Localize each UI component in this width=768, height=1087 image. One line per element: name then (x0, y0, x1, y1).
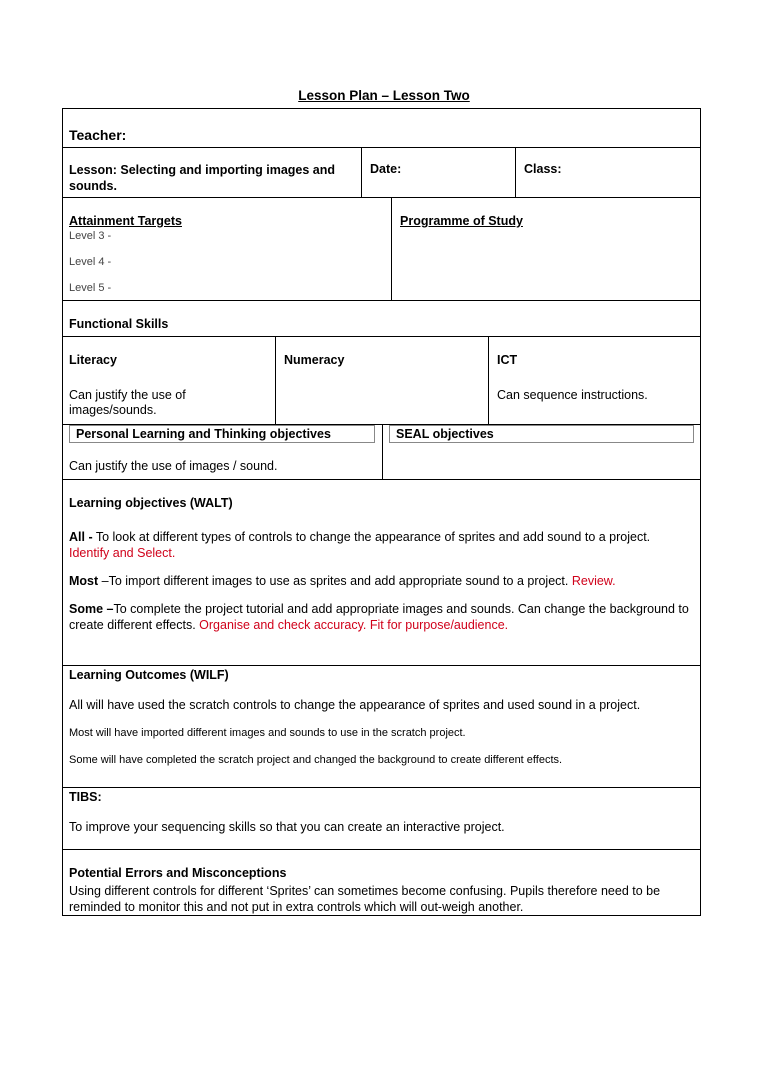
attainment-cell (63, 198, 391, 300)
seal-heading: SEAL objectives (389, 425, 694, 443)
skills-row (62, 337, 701, 425)
lesson-plan-table (62, 108, 701, 916)
lesson-label: Lesson: Selecting and importing images and sounds. (69, 163, 336, 193)
errors-text: Using different controls for different ‘Sprites’ can sometimes become confusing. Pupils therefore need to be reminded to monitor this and not put in extra controls which will out-weigh another. (69, 884, 661, 914)
ict-cell (488, 337, 700, 424)
walt-all (63, 510, 700, 561)
class-label: Class: (524, 162, 562, 176)
class-cell (515, 148, 700, 197)
walt-some-text: To complete the project tutorial and add appropriate images and sounds. Can change the background to create different effects. (69, 602, 689, 632)
errors-row (62, 850, 701, 916)
programme-cell (391, 198, 700, 300)
level-3: Level 3 - (69, 230, 112, 242)
numeracy-cell (275, 337, 488, 424)
date-label: Date: (370, 162, 402, 176)
seal-cell (382, 425, 700, 479)
walt-some (63, 589, 700, 633)
teacher-label: Teacher: (69, 127, 127, 143)
level-4: Level 4 - (69, 256, 112, 268)
page-title: Lesson Plan – Lesson Two (298, 88, 470, 103)
tibs-row (62, 788, 701, 850)
walt-heading: Learning objectives (WALT) (69, 496, 233, 510)
walt-all-label: All - (69, 530, 93, 544)
wilf-all: All will have used the scratch controls to change the appearance of sprites and used sound in a project. (69, 698, 641, 712)
literacy-heading: Literacy (69, 353, 117, 367)
ict-text: Can sequence instructions. (497, 388, 648, 402)
lesson-row (62, 148, 701, 198)
walt-row (62, 480, 701, 666)
teacher-row (62, 108, 701, 148)
plts-row (62, 425, 701, 480)
walt-most-red: Review. (571, 574, 616, 588)
attainment-heading: Attainment Targets (69, 214, 182, 228)
wilf-row (62, 666, 701, 788)
wilf-most: Most will have imported different images and sounds to use in the scratch project. (69, 727, 466, 739)
date-cell (361, 148, 515, 197)
ict-heading: ICT (497, 353, 518, 367)
walt-most-label: Most (69, 574, 99, 588)
walt-most-text: –To import different images to use as sprites and add appropriate sound to a project. (98, 574, 572, 588)
numeracy-heading: Numeracy (284, 353, 345, 367)
functional-skills-row (62, 301, 701, 337)
lesson-cell (63, 148, 361, 197)
functional-skills-heading: Functional Skills (69, 317, 169, 331)
literacy-text: Can justify the use of images/sounds. (69, 388, 186, 417)
wilf-heading: Learning Outcomes (WILF) (69, 668, 229, 682)
attainment-row (62, 198, 701, 301)
plts-cell (63, 425, 382, 479)
walt-all-red: Identify and Select. (69, 546, 176, 560)
level-5: Level 5 - (69, 282, 112, 294)
programme-heading: Programme of Study (400, 214, 523, 228)
plts-text: Can justify the use of images / sound. (69, 459, 278, 473)
tibs-heading: TIBS: (69, 790, 102, 804)
walt-some-red: Organise and check accuracy. Fit for purpose/audience. (199, 618, 509, 632)
tibs-text: To improve your sequencing skills so that you can create an interactive project. (69, 820, 505, 834)
literacy-cell (63, 337, 275, 424)
errors-heading: Potential Errors and Misconceptions (69, 866, 287, 880)
walt-most (63, 561, 700, 589)
plts-heading: Personal Learning and Thinking objectives (69, 425, 375, 443)
walt-some-label: Some – (69, 602, 114, 616)
walt-all-text: To look at different types of controls to change the appearance of sprites and add sound to a project. (92, 530, 651, 544)
wilf-some: Some will have completed the scratch project and changed the background to create different effects. (69, 754, 563, 766)
